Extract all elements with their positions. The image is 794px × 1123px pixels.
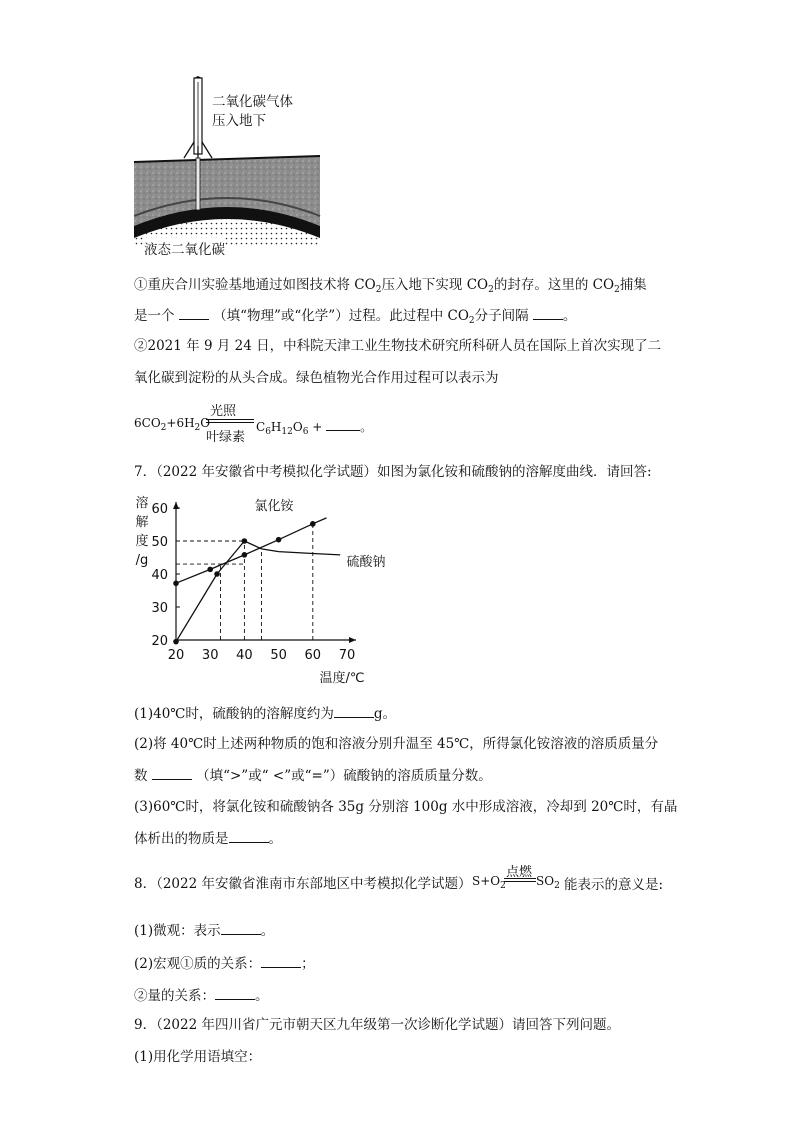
x-tick-label: 30 — [201, 648, 219, 663]
x-axis-label: 温度/℃ — [319, 671, 365, 686]
q8-line2: (2)宏观①质的关系： ； — [134, 953, 315, 974]
data-point — [310, 521, 316, 527]
x-tick-label: 50 — [270, 648, 287, 663]
photosynthesis-equation: $6CO_2+6H_2O$ 光照 叶绿素 $C_6H_{12}O_6$ + 。 — [134, 403, 394, 447]
y-axis-label: 解 — [135, 515, 149, 530]
figure-label-bottom: 液态二氧化碳 — [144, 238, 225, 258]
q7-sub2-line1: (2)将 40℃时上述两种物质的饱和溶液分别升温至 45℃，所得氯化铵溶液的溶质质量分 — [134, 736, 659, 752]
q7-intro: 7．（2022 年安徽省中考模拟化学试题）如图为氯化铵和硫酸钠的溶解度曲线．请回答: — [134, 464, 652, 480]
x-tick-label: 40 — [236, 648, 253, 663]
q7-sub2-line2: 数 （填“>”或“ <”或“=”）硫酸钠的溶质质量分数。 — [134, 765, 492, 786]
q8-line1: (1)微观：表示 。 — [134, 920, 274, 941]
q6-part2-line2: 氧化碳到淀粉的从头合成。绿色植物光合作用过程可以表示为 — [134, 370, 499, 386]
series-label-sodium-sulfate: 硫酸钠 — [346, 555, 386, 570]
x-tick-label: 60 — [304, 648, 322, 663]
q7-sub3-line1: (3)60℃时，将氯化铵和硫酸钠各 35g 分别溶 100g 水中形成溶液，冷却到 20℃时，有晶 — [134, 799, 678, 815]
series-line-1 — [176, 541, 340, 642]
solubility-chart — [128, 488, 408, 698]
x-tick-label: 20 — [167, 648, 185, 663]
answer-blank[interactable] — [261, 953, 301, 968]
y-axis-label: /g — [135, 553, 149, 568]
y-axis-label: 度 — [135, 534, 149, 549]
q9-line1: (1)用化学用语填空： — [134, 1049, 262, 1065]
x-tick-label: 70 — [338, 648, 356, 663]
q6-part2-line1: ②2021 年 9 月 24 日，中科院天津工业生物技术研究所科研人员在国际上首次实现了二 — [134, 338, 662, 354]
data-point — [207, 567, 213, 573]
data-point — [173, 639, 179, 645]
y-tick-label: 40 — [151, 568, 168, 583]
answer-blank[interactable] — [533, 305, 563, 320]
y-tick-label: 30 — [151, 601, 168, 616]
x-axis-arrow — [349, 637, 356, 643]
y-tick-label: 50 — [151, 535, 168, 550]
solubility-chart-svg — [128, 488, 408, 698]
condition-bottom: 叶绿素 — [206, 430, 246, 445]
answer-blank[interactable] — [215, 985, 255, 1000]
answer-blank[interactable] — [179, 305, 209, 320]
q9-intro: 9．（2022 年四川省广元市朝天区九年级第一次诊断化学试题）请回答下列问题。 — [134, 1017, 620, 1033]
series-line-0 — [176, 518, 327, 583]
answer-blank[interactable] — [152, 765, 192, 780]
sulfur-combustion-equation: $S+O_2$ 点燃 $SO_2$ 能表示的意义是: — [472, 865, 664, 893]
answer-blank[interactable] — [334, 703, 374, 718]
y-tick-label: 20 — [151, 634, 168, 649]
figure-label-top: 二氧化碳气体 压入地下 — [212, 94, 293, 129]
q6-part1-line2: 是一个 （填“物理”或“化学”）过程。此过程中 $CO_2$分子间隔 。 — [134, 305, 576, 326]
q8-line3: ②量的关系： 。 — [134, 985, 269, 1006]
data-point — [173, 580, 179, 586]
data-point — [242, 538, 248, 544]
answer-blank[interactable] — [326, 416, 360, 431]
series-label-ammonium-chloride: 氯化铵 — [254, 499, 294, 514]
q7-sub1: (1)40℃时，硫酸钠的溶解度约为 g。 — [134, 703, 396, 724]
y-tick-label: 60 — [151, 502, 168, 517]
q6-part1-line1: ①重庆合川实验基地通过如图技术将 $CO_2$压入地下实现 $CO_2$的封存。这里的 $CO_2$捕集 — [134, 277, 647, 295]
data-point — [242, 552, 248, 558]
data-point — [276, 537, 282, 543]
answer-blank[interactable] — [229, 828, 269, 843]
y-axis-label: 溶 — [135, 496, 149, 511]
data-point — [214, 571, 220, 577]
injection-pipe — [196, 158, 200, 210]
answer-blank[interactable] — [221, 920, 261, 935]
q7-sub3-line2: 体析出的物质是 。 — [134, 828, 282, 849]
condition-top: 光照 — [210, 404, 237, 419]
q8-intro: 8．（2022 年安徽省淮南市东部地区中考模拟化学试题） — [134, 876, 472, 892]
